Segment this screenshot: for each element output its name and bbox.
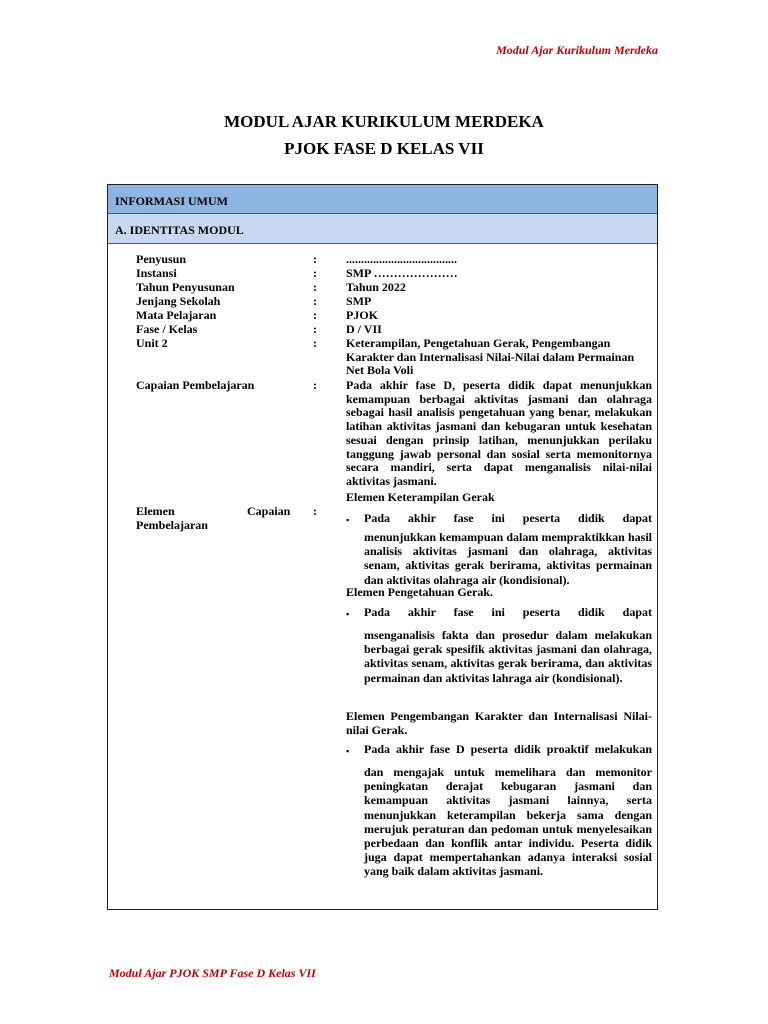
- section-general-info: [108, 185, 657, 214]
- field-value: SMP: [346, 294, 372, 308]
- document-subtitle: PJOK FASE D KELAS VII: [284, 139, 484, 158]
- field-label: Instansi: [136, 266, 177, 280]
- field-colon: :: [313, 322, 317, 336]
- field-colon: :: [313, 336, 317, 350]
- element-text: Pada akhir fase ini peserta didik dapat: [364, 605, 652, 619]
- field-value: Keterampilan, Pengetahuan Gerak, Pengembangan Karakter dan Internalisasi Nilai-Nilai dalam Permainan Net Bola Voli: [346, 336, 635, 378]
- element-text: Pada akhir fase ini peserta didik dapat: [364, 511, 652, 525]
- element-text: menunjukkan kemampuan dalam mempraktikkan hasil analisis aktivitas jasmani dan olahraga, aktivitas senam, aktivitas gerak berirama, aktivitas permainan dan aktivitas olahraga air (kondisional).: [364, 530, 652, 587]
- bullet-icon: ▪: [346, 515, 350, 525]
- field-label: Fase / Kelas: [136, 322, 198, 336]
- field-label: Capaian Pembelajaran: [136, 378, 255, 392]
- page-footer: Modul Ajar PJOK SMP Fase D Kelas VII: [109, 966, 316, 980]
- page-header: Modul Ajar Kurikulum Merdeka: [496, 43, 658, 57]
- field-label: Capaian: [247, 504, 291, 518]
- field-value: SMP …………………: [346, 266, 458, 280]
- section-module-identity-label: A. IDENTITAS MODUL: [115, 223, 244, 237]
- field-label: Elemen: [136, 504, 175, 518]
- element-title: Elemen Pengembangan Karakter dan Internalisasi Nilai-nilai Gerak.: [346, 709, 652, 737]
- field-value: Tahun 2022: [346, 280, 406, 294]
- document-title: MODUL AJAR KURIKULUM MERDEKA: [224, 112, 544, 131]
- element-text: msenganalisis fakta dan prosedur dalam melakukan berbagai gerak spesifik aktivitas jasmani dan olahraga, aktivitas senam, aktivitas gerak berirama, dan aktivitas permainan dan aktivitas lahraga air (kondisional).: [364, 628, 652, 685]
- field-value: Pada akhir fase D, peserta didik dapat menunjukkan kemampuan berbagai aktivitas jasmani dan olahraga sebagai hasil analisis pengetahuan yang benar, melakukan latihan aktivitas jasmani dan kebugaran untuk kesehatan sesuai dengan prinsip latihan, menunjukkan perilaku tanggung jawab personal dan sosial serta memonitornya secara mandiri, serta dapat menganalisis nilai-nilai aktivitas jasmani.: [346, 378, 652, 488]
- element-text: Pada akhir fase D peserta didik proaktif melakukan: [364, 742, 652, 756]
- element-title: Elemen Keterampilan Gerak: [346, 490, 495, 504]
- section-general-info-label: INFORMASI UMUM: [115, 194, 228, 208]
- bullet-icon: ▪: [346, 609, 350, 619]
- field-label: Tahun Penyusunan: [136, 280, 235, 294]
- field-colon: :: [313, 378, 317, 392]
- element-text: dan mengajak untuk memelihara dan memonitor peningkatan derajat kebugaran jasmani dan kemampuan aktivitas jasmani lainnya, serta menunjukkan keterampilan bekerja sama dengan merujuk peraturan dan pedoman untuk menyelesaikan perbedaan dan konflik antar individu. Peserta didik juga dapat mempertahankan adanya interaksi sosial yang baik dalam aktivitas jasmani.: [364, 765, 652, 879]
- field-label: Pembelajaran: [136, 518, 208, 532]
- field-value: .....................................: [346, 252, 457, 266]
- field-label: Jenjang Sekolah: [136, 294, 221, 308]
- field-value: D / VII: [346, 322, 382, 336]
- field-colon: :: [313, 308, 317, 322]
- field-label: Penyusun: [136, 252, 187, 266]
- field-colon: :: [313, 266, 317, 280]
- section-module-identity: [108, 214, 657, 244]
- field-colon: :: [313, 280, 317, 294]
- field-label: Unit 2: [136, 336, 168, 350]
- field-colon: :: [313, 252, 317, 266]
- module-info-table: [107, 184, 658, 910]
- field-label: Mata Pelajaran: [136, 308, 217, 322]
- field-colon: :: [313, 504, 317, 518]
- field-value: PJOK: [346, 308, 378, 322]
- bullet-icon: ▪: [346, 746, 350, 756]
- field-colon: :: [313, 294, 317, 308]
- element-title: Elemen Pengetahuan Gerak.: [346, 585, 493, 599]
